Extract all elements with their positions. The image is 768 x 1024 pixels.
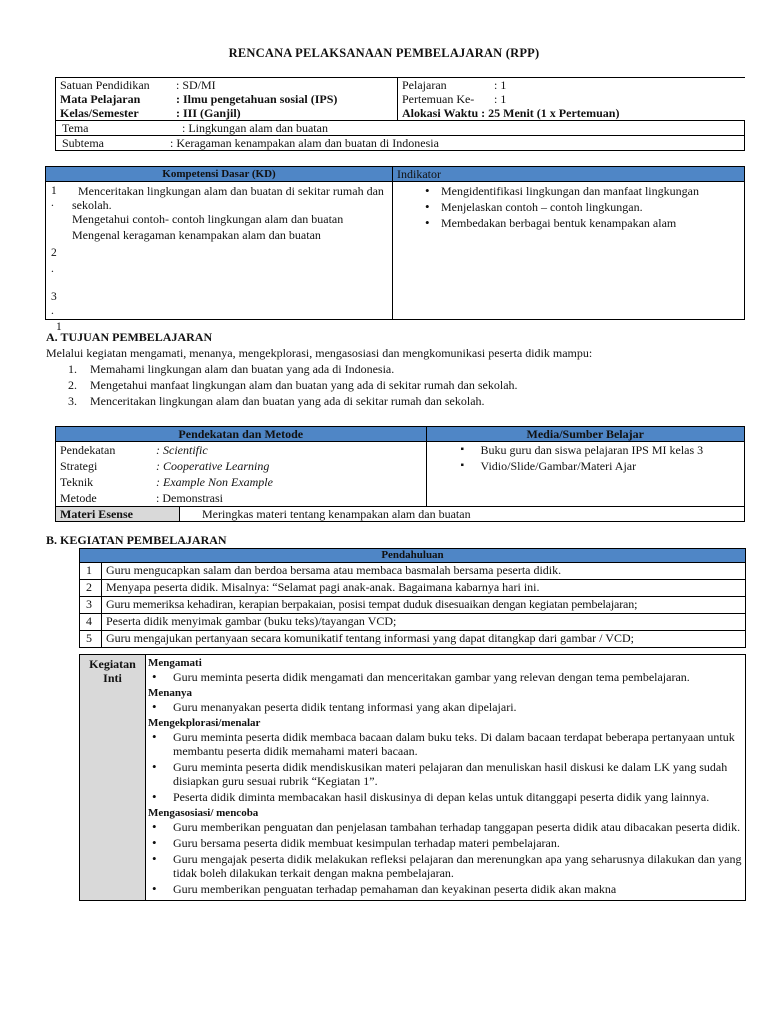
document-title: RENCANA PELAKSANAAN PEMBELAJARAN (RPP) [228,46,540,60]
tujuan-item: 3. Menceritakan lingkungan alam dan buatan yang ada di sekitar rumah dan sekolah. [68,394,485,408]
pendahuluan-row: 5 Guru mengajukan pertanyaan secara komunikatif tentang informasi yang dapat ditangkap dari gambar / VCD; [80,631,746,648]
kd-item: Mengetahui contoh- contoh lingkungan alam dan buatan [72,212,344,226]
strategi-row: Strategi : Cooperative Learning [60,459,270,473]
asosiasi-item: • Guru mengajak peserta didik melakukan refleksi pelajaran dan merenungkan apa yang seharusnya dilakukan dan yang tidak boleh dilakukan terkait dengan makna pembelajaran. [148,852,743,880]
pendahuluan-row: 1 Guru mengucapkan salam dan berdoa bersama atau membaca basmalah bersama peserta didik. [80,563,746,580]
subtema-label: Subtema [62,136,104,150]
tema-label: Tema [62,121,89,135]
asosiasi-item: • Guru memberikan penguatan dan penjelasan tambahan terhadap tanggapan peserta didik atau dibacakan peserta didik. [148,820,743,834]
kd-number: . [51,305,54,317]
media-header: Media/Sumber Belajar [426,427,744,442]
kegiatan-inti-content [146,655,746,901]
media-item: ▪ Vidio/Slide/Gambar/Materi Ajar [431,458,740,474]
kd-item: Mengenal keragaman kenampakan alam dan buatan [72,228,321,242]
tujuan-item: 2. Mengetahui manfaat lingkungan alam dan buatan yang ada di sekitar rumah dan sekolah. [68,378,518,392]
pendahuluan-row: 4 Peserta didik menyimak gambar (buku teks)/tayangan VCD; [80,614,746,631]
materi-label: Materi Esense [56,507,180,522]
asosiasi-title: Mengasosiasi/ mencoba [148,807,259,819]
pendahuluan-row: 3 Guru memeriksa kehadiran, kerapian berpakaian, posisi tempat duduk disesuaikan dengan kegiatan pembelajaran; [80,597,746,614]
metode-row: Metode : Demonstrasi [60,491,223,505]
mengamati-title: Mengamati [148,657,202,669]
tujuan-list [68,361,518,409]
mengamati-item: • Guru meminta peserta didik mengamati dan menceritakan gambar yang relevan dengan tema pembelajaran. [148,670,743,684]
pertemuan-label: Pertemuan Ke- [402,92,475,106]
tujuan-heading: A. TUJUAN PEMBELAJARAN [46,330,213,344]
teknik-row: Teknik : Example Non Example [60,475,273,489]
kd-number: 2 [51,247,57,259]
kd-number: . [51,197,54,209]
kd-number: 1 [51,185,57,197]
tema-value: : Lingkungan alam dan buatan [182,121,328,135]
pendahuluan-row: 2 Menyapa peserta didik. Misalnya: “Selamat pagi anak-anak. Bagaimana kabarnya hari ini. [80,580,746,597]
pelajaran-value: : 1 [494,78,507,92]
method-header: Pendekatan dan Metode [56,427,427,442]
pendekatan-row: Pendekatan : Scientific [60,443,208,457]
menanya-title: Menanya [148,687,192,699]
kd-list-cell [46,182,393,333]
indikator-item: • Mengidentifikasi lingkungan dan manfaat lingkungan [397,184,740,198]
identity-table [55,77,745,151]
identity-right [398,78,745,121]
kegiatan-inti-table [79,654,746,901]
kd-number: . [51,263,54,275]
pertemuan-value: : 1 [494,92,507,106]
kd-table [45,166,745,333]
kd-header: Kompetensi Dasar (KD) [46,167,393,182]
eksplorasi-item: • Peserta didik diminta membacakan hasil diskusinya di depan kelas untuk ditanggapi peserta didik yang lainnya. [148,790,743,804]
subtema-value: : Keragaman kenampakan alam dan buatan di Indonesia [170,136,439,150]
eksplorasi-item: • Guru meminta peserta didik membaca bacaan dalam buku teks. Di dalam bacaan terdapat beberapa pertanyaan untuk membantu peserta didik memahami materi bacaan. [148,730,743,758]
tujuan-intro: Melalui kegiatan mengamati, menanya, mengekplorasi, mengasosiasi dan mengkomunikasi peserta didik mampu: [46,346,593,360]
kelas-value: : III (Ganjil) [176,106,241,120]
kd-number: 3 [51,291,57,303]
identity-left [56,78,398,121]
alokasi-waktu: Alokasi Waktu : 25 Menit (1 x Pertemuan) [402,106,620,120]
eksplorasi-title: Mengekplorasi/menalar [148,717,261,729]
mapel-label: Mata Pelajaran [60,92,141,106]
asosiasi-item: • Guru bersama peserta didik membuat kesimpulan terhadap materi pembelajaran. [148,836,743,850]
subtema-row [56,136,745,151]
media-item: ▪ Buku guru dan siswa pelajaran IPS MI kelas 3 [431,442,740,458]
eksplorasi-item: • Guru meminta peserta didik mendiskusikan materi pelajaran dan menuliskan hasil diskusi ke dalam LK yang sudah disiapkan guru sesuai rubrik “Kegiatan 1”. [148,760,743,788]
pendahuluan-table [79,548,746,648]
kegiatan-inti-label: Kegiatan Inti [80,655,146,901]
media-cell [426,442,744,507]
method-cell [56,442,427,507]
pendahuluan-header: Pendahuluan [80,549,746,563]
kegiatan-heading: B. KEGIATAN PEMBELAJARAN [46,533,227,547]
satuan-label: Satuan Pendidikan [60,78,150,92]
indikator-item: • Membedakan berbagai bentuk kenampakan alam [397,216,740,230]
indikator-item: • Menjelaskan contoh – contoh lingkungan. [397,200,740,214]
tujuan-item: 1. Memahami lingkungan alam dan buatan yang ada di Indonesia. [68,362,395,376]
kd-number: 1 [56,321,62,333]
satuan-value: : SD/MI [176,78,216,92]
materi-value: Meringkas materi tentang kenampakan alam dan buatan [180,507,745,522]
menanya-item: • Guru menanyakan peserta didik tentang informasi yang akan dipelajari. [148,700,743,714]
method-table [55,426,745,522]
asosiasi-item: • Guru memberikan penguatan terhadap pemahaman dan keyakinan peserta didik akan makna [148,882,743,896]
kd-item: Menceritakan lingkungan alam dan buatan di sekitar rumah dan sekolah. [72,184,384,212]
kelas-label: Kelas/Semester [60,106,139,120]
indikator-header: Indikator [393,167,745,182]
mapel-value: : Ilmu pengetahuan sosial (IPS) [176,92,338,106]
indikator-cell [393,182,745,320]
pelajaran-label: Pelajaran [402,78,447,92]
tema-row [56,121,745,136]
